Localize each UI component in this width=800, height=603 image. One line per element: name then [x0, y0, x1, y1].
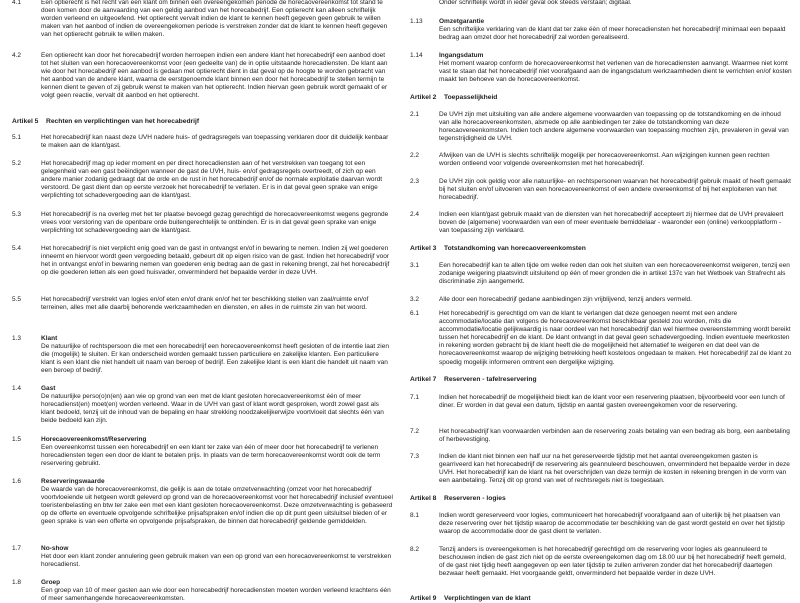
clause-body [439, 111, 792, 143]
clause-title: Horecaovereenkomst/Reservering [41, 436, 147, 443]
clause-text: Het horecabedrijf kan naast deze UVH nadere huis- of gedragsregels van toepassing verklaren door dit duidelijk kenbaar te maken aan de klant/gast. [41, 134, 389, 150]
article-number: Artikel 9 [410, 595, 437, 602]
clause-body [439, 296, 792, 304]
clause [410, 546, 792, 578]
clause-number: 1.5 [12, 436, 22, 443]
clause-body [41, 160, 394, 200]
article-title: Totstandkoming van horecaovereenkomsten [444, 245, 586, 252]
clause [410, 178, 792, 202]
clause-body [439, 18, 792, 42]
clause-number: 7.1 [410, 394, 420, 401]
clause-title: Gast [41, 385, 56, 392]
article-number: Artikel 5 [12, 118, 39, 125]
clause-number: 5.4 [12, 245, 22, 252]
article-heading [410, 376, 792, 384]
clause [12, 211, 394, 235]
clause-body [41, 211, 394, 235]
clause-number: 8.2 [410, 546, 420, 553]
clause-number: 1.8 [12, 579, 22, 586]
clause-number: 3.2 [410, 296, 420, 303]
clause-body [41, 52, 394, 101]
clause-number: 1.13 [410, 18, 423, 25]
clause [410, 428, 792, 444]
clause-number: 4.1 [12, 0, 22, 6]
clause-number: 5.1 [12, 134, 22, 141]
clause-text: De natuurlijke of rechtspersoon die met een horecabedrijf een horecaovereenkomst heeft gesloten of de intentie laat zien die (mogelijk) te sluiten. Er kan onderscheid worden gemaakt tussen particuliere en zakelijke klanten. Een particuliere klant is een klant die niet handelt uit naam van beroep of bedrijf. Een zakelijke klant is een klant die handelt uit naam van een beroep of bedrijf. [41, 343, 389, 375]
clause-title: Omzetgarantie [439, 18, 485, 25]
clause [12, 296, 394, 312]
clause [410, 310, 792, 367]
clause-number: 1.7 [12, 545, 22, 552]
clause-number: 1.14 [410, 52, 423, 59]
clause-text: De natuurlijke perso(o)n(en) aan wie op grond van een met de klant gesloten horecaovereenkomst één of meer horecadienst(en) moet(en) worden verleend. Waar in de UVH van gast of klant wordt gesproken, wordt zowel gast als klant bedoeld, tenzij uit de inhoud van de bepaling en haar strekking noodzakelijkerwijze voortvloeit dat slechts één van beide bedoeld kan zijn. [41, 393, 384, 425]
clause-text: Een schriftelijke verklaring van de klant dat ter zake één of meer horecadiensten het horecabedrijf minimaal een bepaald bedrag aan omzet door het horecabedrijf zal worden gerealiseerd. [439, 26, 786, 42]
clause-body [439, 262, 792, 286]
clause-text: Indien wordt gereserveerd voor logies, communiceert het horecabedrijf voorafgaand aan of uiterlijk bij het plaatsen van deze reservering over het tijdstip waarop de accommodatie ter beschikking van de gast wordt gesteld en over het tijdstip waarop de accommodatie door de gast dient te verlaten. [439, 512, 785, 536]
clause-body [41, 545, 394, 569]
clause-number: 6.1 [410, 310, 420, 317]
clause-text: Het horecabedrijf mag op ieder moment en per direct horecadiensten aan of het verstrekken van toegang tot een gelegenheid van een gast beëindigen wanneer de gast de UVH, huis- en/of gedragsregels overtreedt, of zich op een andere manier zodanig gedraagt dat de orde en de rust in het horecabedrijf en/of de normale exploitatie daarvan wordt verstoord. De gast dient dan op eerste verzoek het horecabedrijf te verlaten. Er is in dat geval geen sprake van enige verplichting tot schadevergoeding aan de klant/gast. [41, 160, 383, 200]
clause-number: 7.2 [410, 428, 420, 435]
clause-text: Een optierecht kan door het horecabedrijf worden herroepen indien een andere klant het horecabedrijf een aanbod doet tot het sluiten van een horecaovereenkomst voor (een gedeelte van) de in optie uitstaande horecadiensten. De klant aan wie door het horecabedrijf een aanbod is gedaan met optierecht dient in dat geval op de hoogte te worden gebracht van het aanbod van de andere klant, waarna de eerstgenoemde klant binnen een door het horecabedrijf te stellen termijn te kennen dient te geven of zij gebruik wenst te maken van het optierecht. Indien hiervan geen gebruik wordt gemaakt of er volgt geen reactie, vervalt dit aanbod en het optierecht. [41, 52, 388, 100]
clause-text: Het horecabedrijf is na overleg met het ter plaatse bevoegd gezag gerechtigd de horecaovereenkomst wegens gegronde vrees voor verstoring van de openbare orde buitengerechtelijk te ontbinden. Er is in dat geval geen sprake van enige verplichting tot schadevergoeding aan de klant/gast. [41, 211, 389, 235]
clause-body [41, 0, 394, 39]
clause-number: 4.2 [12, 52, 22, 59]
clause-title: Reserveringswaarde [41, 478, 105, 485]
article-title: Reserveren - logies [444, 495, 506, 502]
clause-text: Een optierecht is het recht van een klant om binnen een overeengekomen periode de horecaovereenkomst tot stand te doen komen door de aanvaarding van een geldig aanbod van het horecabedrijf. Een optierecht kan alleen schriftelijk worden verleend en uitgeoefend. Het optierecht vervalt indien de klant te kennen heeft gegeven geen gebruik te willen maken van het aanbod of indien de overeengekomen periode is verstreken zonder dat de klant te kennen heeft gegeven van het optierecht gebruik te willen maken. [41, 0, 388, 39]
clause-title: No-show [41, 545, 69, 552]
clause-number: 5.2 [12, 160, 22, 167]
clause-number: 1.4 [12, 385, 22, 392]
clause-text: Het horecabedrijf is gerechtigd om van de klant te verlangen dat deze genoegen neemt met een andere accommodatie/locatie dan volgens de horecaovereenkomst beschikbaar gesteld zou worden, mits die accommodatie/locatie gelijkwaardig is naar oordeel van het horecabedrijf dan wel hiermee overeenstemming wordt bereikt tussen het horecabedrijf en de klant. De klant ontvangt in dat geval geen schadevergoeding. Indien eventuele meerkosten in rekening worden gebracht bij de klant heeft die de mogelijkheid het alternatief te weigeren en dat deel van de horecaovereenkomst waarop de wijziging betrekking heeft kosteloos ongedaan te maken. Het horecabedrijf zal de klant zo spoedig mogelijk informeren omtrent een dergelijke wijziging. [439, 310, 792, 366]
clause-body [439, 52, 792, 84]
clause-number: 1.3 [12, 335, 22, 342]
clause-body [439, 512, 792, 536]
clause [410, 262, 792, 286]
article-number: Artikel 2 [410, 94, 437, 101]
clause [410, 512, 792, 536]
article-heading [410, 94, 792, 102]
clause-number: 2.2 [410, 152, 420, 159]
clause-number: 5.5 [12, 296, 22, 303]
clause [12, 0, 394, 39]
clause-text: De UVH zijn met uitsluiting van alle andere algemene voorwaarden van toepassing op de totstandkoming en de inhoud van alle horecaovereenkomsten, alsmede op alle aanbiedingen ter zake de totstandkoming van deze horecaovereenkomsten. Indien toch andere algemene voorwaarden van toepassing mochten zijn, prevaleren in geval van tegenstrijdigheid de UVH. [439, 111, 789, 143]
clause-body [439, 211, 792, 235]
clause [12, 245, 394, 277]
clause [12, 436, 394, 468]
article-title: Rechten en verplichtingen van het horecabedrijf [46, 118, 200, 125]
clause-body [439, 0, 792, 7]
clause-number: 5.3 [12, 211, 22, 218]
clause-number: 8.1 [410, 512, 420, 519]
clause-body [41, 296, 394, 312]
clause-text: Het moment waarop conform de horecaovereenkomst het verlenen van de horecadiensten aanvangt. Waarmee niet komt vast te staan dat het horecabedrijf niet voorafgaand aan de ingangsdatum werkzaamheden dient te verrichten en/of kosten maakt ten behoeve van de horecaovereenkomst. [439, 60, 792, 84]
clause [410, 394, 792, 410]
clause-text: Afwijken van de UVH is slechts schriftelijk mogelijk per horecaovereenkomst. Aan wijzigingen kunnen geen rechten worden ontleend voor volgende overeenkomsten met het horecabedrijf. [439, 152, 770, 168]
article-title: Toepasselijkheid [444, 94, 498, 101]
clause [12, 385, 394, 425]
clause-body [439, 546, 792, 578]
clause-number: 1.6 [12, 478, 22, 485]
clause-body [41, 436, 394, 468]
article-heading [410, 595, 792, 603]
clause-body [439, 394, 792, 410]
clause [12, 335, 394, 375]
clause-title: Ingangsdatum [439, 52, 484, 59]
clause-number: 3.1 [410, 262, 420, 269]
article-title: Reserveren - tafelreservering [444, 376, 537, 383]
clause-body [41, 335, 394, 375]
clause-title: Klant [41, 335, 58, 342]
article-heading [410, 495, 792, 503]
clause [12, 545, 394, 569]
clause-body [41, 134, 394, 150]
clause-body [439, 310, 792, 367]
clause-body [41, 579, 394, 603]
article-number: Artikel 8 [410, 495, 437, 502]
clause-body [439, 178, 792, 202]
clause-text: Het door een klant zonder annulering geen gebruik maken van een op grond van een horecaovereenkomst te verstrekken horecadienst. [41, 553, 392, 569]
clause-text: Tenzij anders is overeengekomen is het horecabedrijf gerechtigd om de reservering voor logies als geannuleerd te beschouwen indien de gast zich niet op de eerste overeengekomen dag om 18.00 uur bij het horecabedrijf heeft gemeld, of de gast niet tijdig heeft aangegeven op een later tijdstip te zullen arriveren zonder dat het horecabedrijf daartegen bezwaar heeft gemaakt. Het voorgaande geldt, onverminderd het bepaalde verder in deze UVH. [439, 546, 786, 578]
clause [410, 52, 792, 84]
clause-text: Indien de klant niet binnen een half uur na het gereserveerde tijdstip met het aantal overeengekomen gasten is gearriveerd kan het horecabedrijf de reservering als geannuleerd beschouwen, onverminderd het bepaalde verder in deze UVH. Het horecabedrijf kan de klant na het overschrijden van deze termijn de kosten in rekening brengen in de vorm van een aanbetaling. Tenzij dit op grond van wet of rechtsregels niet is toegestaan. [439, 453, 790, 485]
clause-body [41, 245, 394, 277]
clause-body [41, 385, 394, 425]
clause [12, 478, 394, 527]
clause-text: Een overeenkomst tussen een horecabedrijf en een klant ter zake van één of meer door het horecabedrijf te verlenen horecadiensten tegen een door de klant te betalen prijs. In plaats van de term horecaovereenkomst wordt ook de term reservering gebruikt. [41, 444, 381, 468]
clause-text: Een groep van 10 of meer gasten aan wie door een horecabedrijf horecadiensten moeten worden verleend krachtens één of meer samenhangende horecaovereenkomsten. [41, 587, 391, 603]
clause [12, 134, 394, 150]
clause-body [439, 453, 792, 485]
article-heading [12, 118, 394, 126]
clause [410, 296, 792, 304]
clause-number: 2.1 [410, 111, 420, 118]
article-title: Verplichtingen van de klant [444, 595, 531, 602]
clause-text: Alle door een horecabedrijf gedane aanbiedingen zijn vrijblijvend, tenzij anders vermeld. [439, 296, 692, 303]
clause-text: Onder schriftelijk wordt in ieder geval ook steeds verstaan; digitaal. [439, 0, 632, 6]
clause [12, 579, 394, 603]
clause-body [41, 478, 394, 527]
clause [12, 52, 394, 101]
clause-number: 7.3 [410, 453, 420, 460]
clause-text: Het horecabedrijf kan voorwaarden verbinden aan de reservering zoals betaling van een bedrag als borg, een aanbetaling of herbevestiging. [439, 428, 790, 444]
clause-title: Groep [41, 579, 61, 586]
clause [410, 18, 792, 42]
clause-text: Indien het horecabedrijf de mogelijkheid biedt kan de klant voor een reservering plaatsen, bijvoorbeeld voor een lunch of diner. Er worden in dat geval een datum, tijdstip en aantal gasten overeengekomen voor de reservering. [439, 394, 785, 410]
clause-number: 2.4 [410, 211, 420, 218]
article-number: Artikel 7 [410, 376, 437, 383]
clause [410, 453, 792, 485]
clause-body [439, 428, 792, 444]
clause-text: Een horecabedrijf kan te allen tijde om welke reden dan ook het sluiten van een horecaovereenkomst weigeren, tenzij een zodanige weigering plaatsvindt uitsluitend op één of meer gronden die in artikel 137c van het Wetboek van Strafrecht als discriminatie zijn aangemerkt. [439, 262, 790, 286]
clause-body [439, 152, 792, 168]
clause [410, 0, 792, 7]
clause [12, 160, 394, 200]
clause [410, 211, 792, 235]
clause-text: De UVH zijn ook geldig voor alle natuurlijke- en rechtspersonen waarvan het horecabedrijf gebruik maakt of heeft gemaakt bij het sluiten en/of uitvoeren van een horecaovereenkomst of een andere overeenkomst of bij het exploiteren van het horecabedrijf. [439, 178, 791, 202]
clause-number: 2.3 [410, 178, 420, 185]
clause-text: De waarde van de horecaovereenkomst, die gelijk is aan de totale omzetverwachting (omzet voor het horecabedrijf voortvloeiende uit hetgeen wordt geleverd op grond van de horecaovereenkomst voor het horecabedrijf inclusief eventueel toeristenbelasting en btw ter zake een met een klant gesloten horecaovereenkomst. Deze omzetverwachting is gebaseerd op de offerte en eventuele opvolgende schriftelijke prijsafspraken en/of indien die op dit punt geen uitsluitsel bieden of er geen sprake is van een offerte en opvolgende prijsafspraken, de binnen dat horecabedrijf geldende gemiddelden. [41, 486, 393, 526]
article-number: Artikel 3 [410, 245, 437, 252]
clause [410, 152, 792, 168]
clause-number [410, 0, 439, 7]
clause-text: Indien een klant/gast gebruik maakt van de diensten van het horecabedrijf accepteert zij hiermee dat de UVH prevaleert boven de (algemene) voorwaarden van een of meer eventuele bemiddelaar - waaronder een (online) verkoopplatform - van toepassing zijn verklaard. [439, 211, 784, 235]
article-heading [410, 245, 792, 253]
clause-text: Het horecabedrijf verstrekt van logies en/of eten en/of drank en/of het ter beschikking stellen van zaal/ruimte en/of terreinen, alles met alle daarbij behorende werkzaamheden en diensten, en alles in de ruimste zin van het woord. [41, 296, 369, 312]
clause-text: Het horecabedrijf is niet verplicht enig goed van de gast in ontvangst en/of in bewaring te nemen. Indien zij wel goederen inneemt en hiervoor wordt geen vergoeding betaald, gebeurt dit op eigen risico van de gast. Indien het horecabedrijf voor het in ontvangst en/of in bewaring nemen van goederen enig bedrag aan de gast in rekening brengt, zal het horecabedrijf op die goederen letten als een goed huisvader, onverminderd het bepaalde verder in deze UVH. [41, 245, 390, 277]
clause [410, 111, 792, 143]
